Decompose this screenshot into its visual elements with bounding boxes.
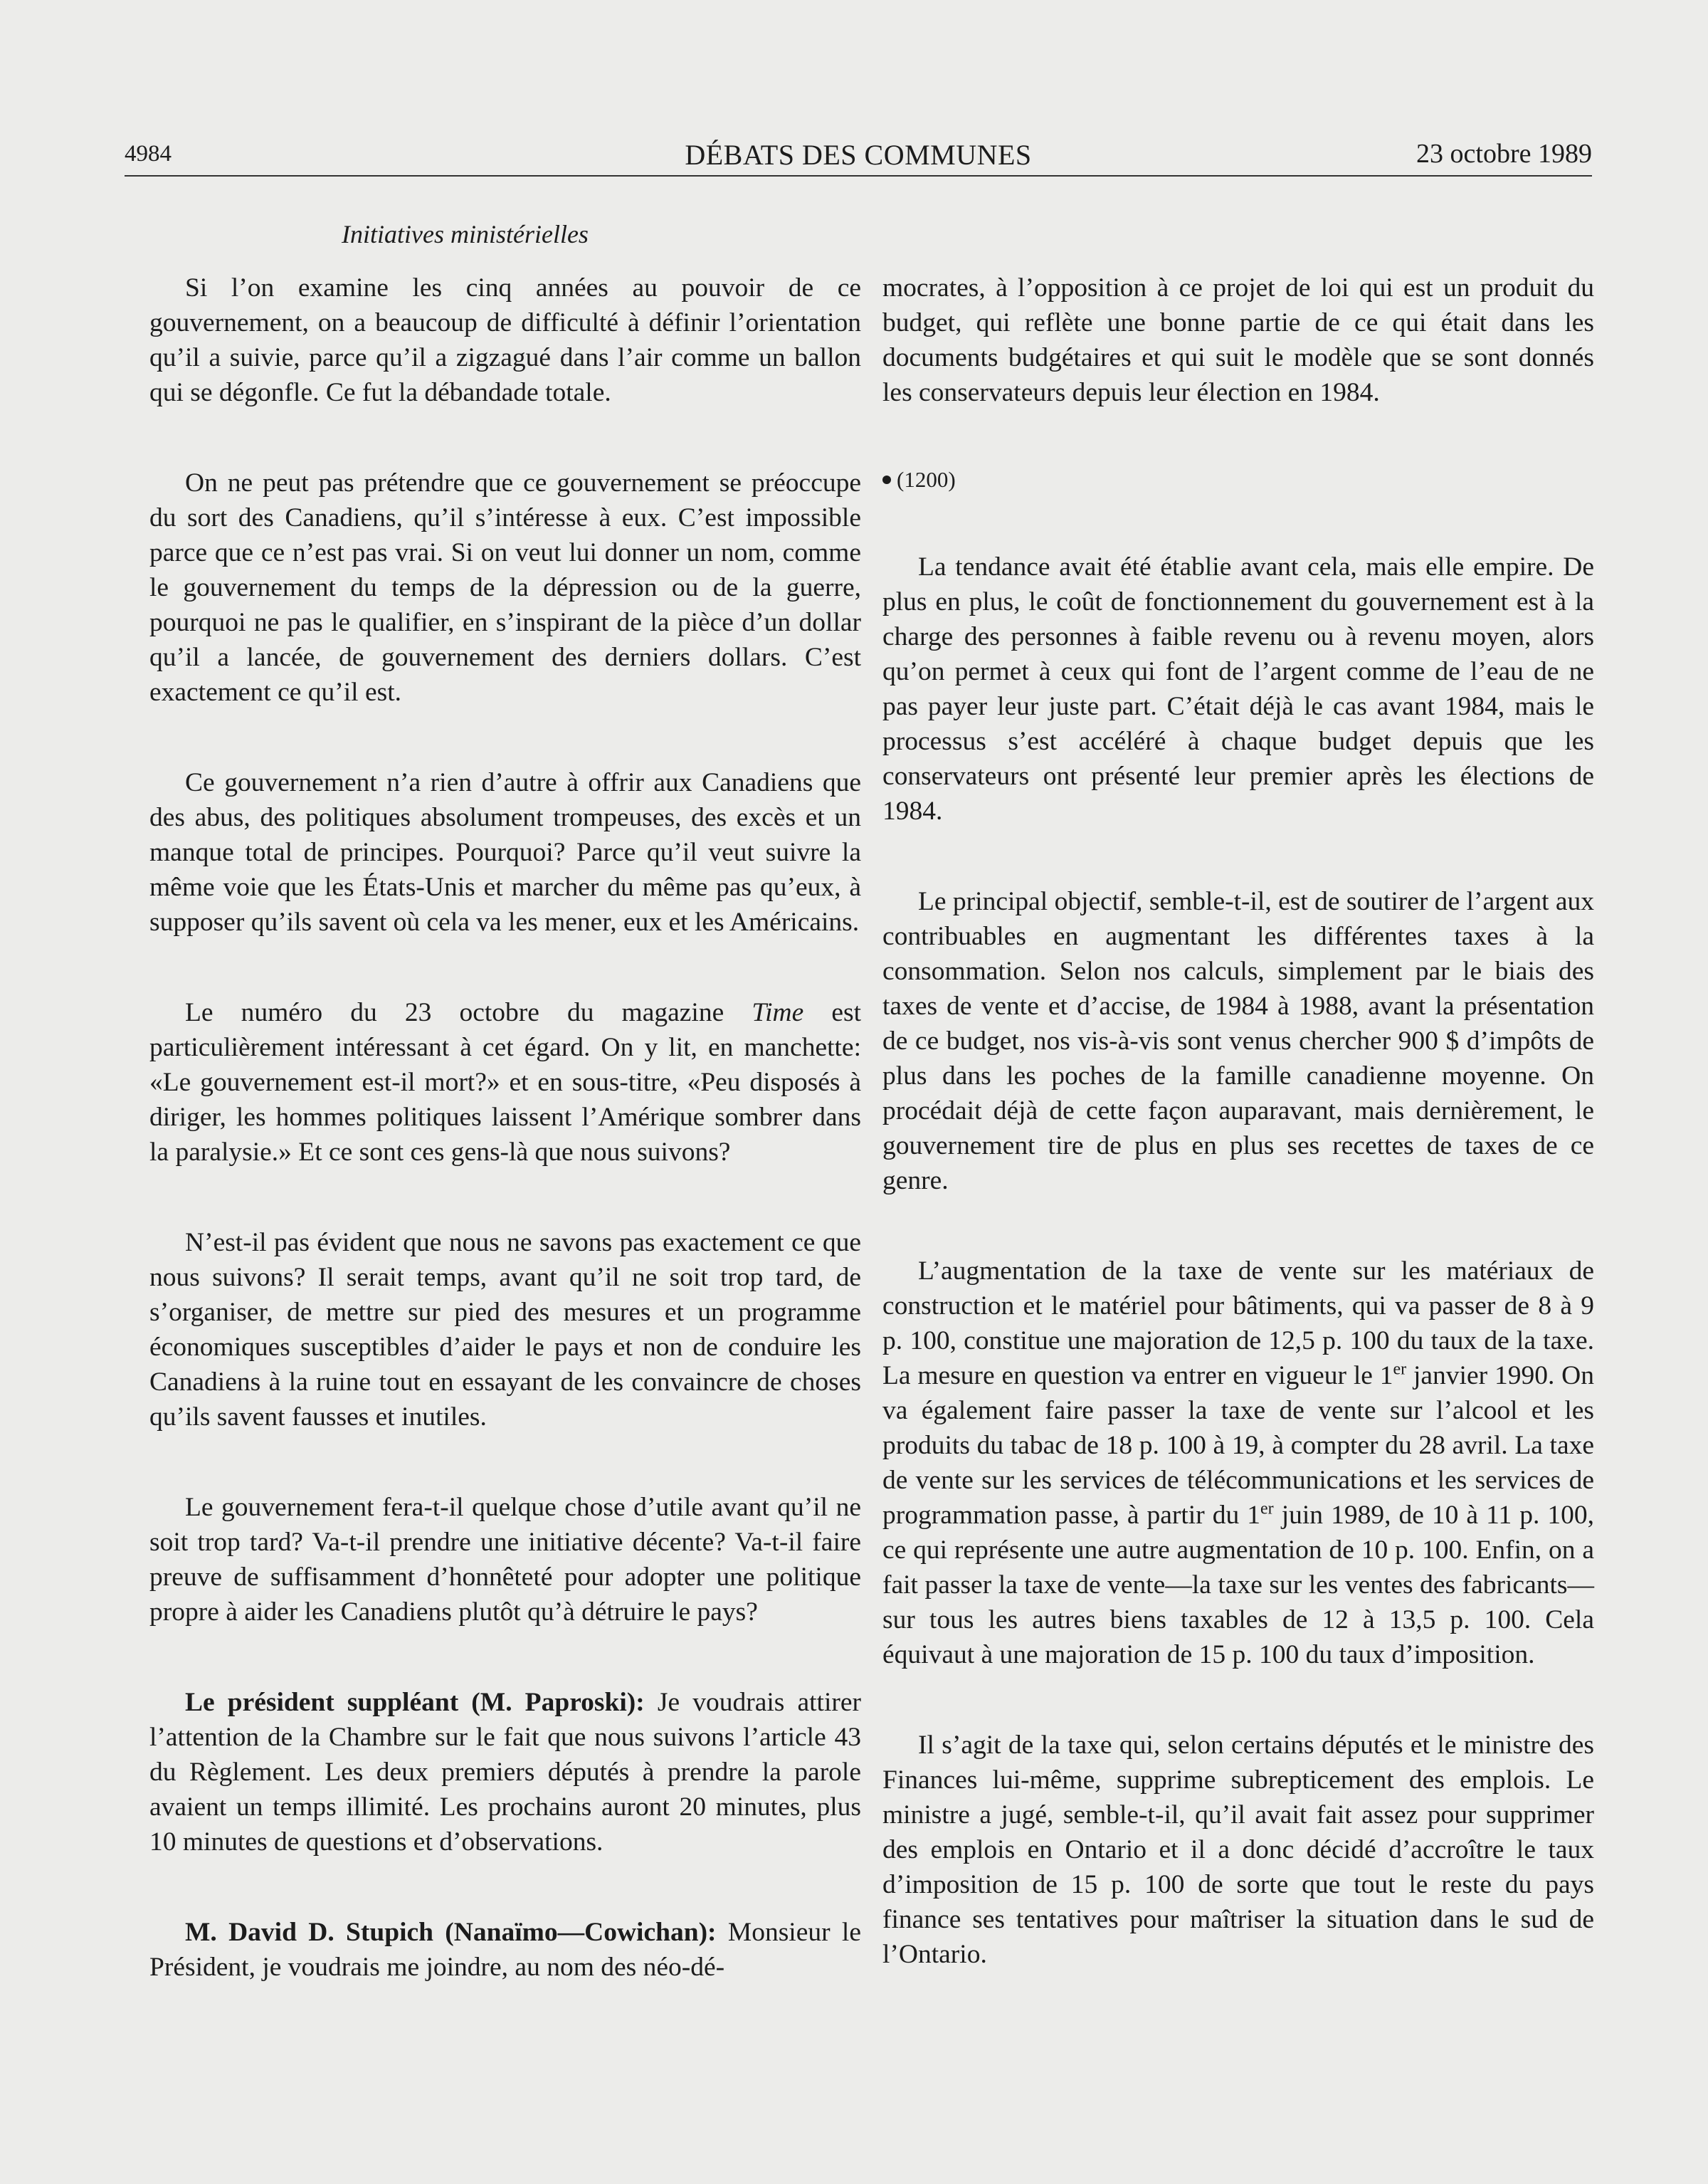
speaker-name: M. David D. Stupich (Nanaïmo—Cowichan):: [185, 1918, 717, 1947]
publication-date: 23 octobre 1989: [1416, 139, 1592, 169]
paragraph: N’est-il pas évident que nous ne savons pas exactement ce que nous suivons? Il serait temps, avant qu’il ne soit trop tard, de s’organiser, de mettre sur pied des mesures et un programme économiques susceptibles d’aider le pays et non de conduire les Canadiens à la ruine tout en essayant de les convaincre de choses qu’ils savent fausses et inutiles.: [149, 1228, 861, 1432]
paragraph: [149, 1685, 861, 1859]
paragraph: [149, 995, 861, 1170]
paragraph: Le principal objectif, semble-t-il, est de soutirer de l’argent aux contribuables en augmentant les différentes taxes à la consommation. Selon nos calculs, simplement par le biais des taxes de vente et d’accise, de 1984 à 1988, avant la présentation de ce budget, nos vis-à-vis sont venus chercher 900 $ d’impôts de plus dans les poches de la famille canadienne moyenne. On procédait déjà de cette façon auparavant, mais dernièrement, le gouvernement tire de plus en plus ses recettes de taxes de ce genre.: [882, 887, 1595, 1195]
superscript: er: [1393, 1360, 1407, 1379]
paragraph: Le gouvernement fera-t-il quelque chose d’utile avant qu’il ne soit trop tard? Va-t-il prendre une initiative décente? Va-t-il faire preuve de suffisamment d’honnêteté pour adopter une politique propre à aider les Canadiens plutôt qu’à détruire le pays?: [149, 1493, 861, 1627]
header-rule: [125, 175, 1592, 177]
paragraph: mocrates, à l’opposition à ce projet de loi qui est un produit du budget, qui reflète une bonne partie de ce qui était dans les documents budgétaires et qui suit le modèle que se sont donnés les conservateurs depuis leur élection en 1984.: [882, 273, 1594, 407]
paragraph-text: juin 1989, de 10 à 11 p. 100, ce qui représente une autre augmentation de 10 p. 100. Enfin, on a fait passer la taxe de vente—la taxe sur les ventes des fabricants—sur tous les autres biens taxables de 12 à 13,5 p. 100. Cela équivaut à une majoration de 15 p. 100 du taux d’imposition.: [882, 1501, 1594, 1669]
paragraph: Ce gouvernement n’a rien d’autre à offrir aux Canadiens que des abus, des politiques absolument trompeuses, des excès et un manque total de principes. Pourquoi? Parce qu’il veut suivre la même voie que les États-Unis et marcher du même pas qu’eux, à supposer qu’ils savent où cela va les mener, eux et les Américains.: [149, 768, 861, 937]
magazine-title: Time: [752, 998, 804, 1027]
paragraph: [149, 1915, 861, 1985]
page-header: [125, 135, 1592, 178]
paragraph-text: Monsieur le Président, je voudrais me joindre, au nom des néo-dé-: [149, 1918, 861, 1982]
paragraph: La tendance avait été établie avant cela, mais elle empire. De plus en plus, le coût de fonctionnement du gouvernement est à la charge des personnes à faible revenu ou à revenu moyen, alors qu’on permet à ceux qui font de l’argent comme de l’eau de ne pas payer leur juste part. C’était déjà le cas avant 1984, mais le processus s’est accéléré à chaque budget depuis que les conservateurs ont présenté leur premier après les élections de 1984.: [882, 552, 1594, 826]
publication-title: DÉBATS DES COMMUNES: [685, 139, 1032, 171]
left-column: [149, 271, 861, 1985]
paragraph-text: janvier 1990. On va également faire passer la taxe de vente sur l’alcool et les produits du tabac de 18 p. 100 à 19, à compter du 28 avril. La taxe de vente sur les services de télécommunications et les services de programmation passe, à partir du 1: [882, 1361, 1594, 1530]
paragraph: [882, 1254, 1594, 1672]
paragraph: Si l’on examine les cinq années au pouvoir de ce gouvernement, on a beaucoup de difficulté à définir l’orientation qu’il a suivie, parce qu’il a zigzagué dans l’air comme un ballon qui se dégonfle. Ce fut la débandade totale.: [149, 273, 861, 407]
superscript: er: [1260, 1499, 1274, 1518]
paragraph-text: est particulièrement intéressant à cet égard. On y lit, en manchette: «Le gouvernement est-il mort?» et en sous-titre, «Peu disposés à diriger, les hommes politiques laissent l’Amérique sombrer dans la paralysie.» Et ce sont ces gens-là que nous suivons?: [149, 998, 861, 1167]
page-number: 4984: [125, 141, 172, 167]
paragraph-text: L’augmentation de la taxe de vente sur les matériaux de construction et le matériel pour bâtiments, qui va passer de 8 à 9 p. 100, constitue une majoration de 12,5 p. 100 du taux de la taxe. La mesure en question va entrer en vigueur le 1: [882, 1256, 1594, 1390]
time-stamp-text: (1200): [897, 467, 956, 492]
bullet-icon: [882, 476, 891, 484]
speaker-name: Le président suppléant (M. Paproski):: [185, 1688, 645, 1717]
right-column: [882, 271, 1594, 1972]
paragraph-text: Je voudrais attirer l’attention de la Chambre sur le fait que nous suivons l’article 43 du Règlement. Les deux premiers députés à prendre la parole avaient un temps illimité. Les prochains auront 20 minutes, plus 10 minutes de questions et d’observations.: [149, 1688, 861, 1857]
paragraph: Il s’agit de la taxe qui, selon certains députés et le ministre des Finances lui-même, supprime subrepticement des emplois. Le ministre a jugé, semble-t-il, qu’il avait fait assez pour supprimer des emplois en Ontario et il a donc décidé d’accroître le taux d’imposition de 15 p. 100 de sorte que tout le reste du pays finance ses tentatives pour maîtriser la situation dans le sud de l’Ontario.: [882, 1731, 1594, 1969]
time-stamp: [882, 466, 1594, 494]
paragraph-text: Le numéro du 23 octobre du magazine: [185, 998, 752, 1027]
section-heading: Initiatives ministérielles: [342, 220, 589, 248]
paragraph: On ne peut pas prétendre que ce gouvernement se préoccupe du sort des Canadiens, qu’il s’intéresse à eux. C’est impossible parce que ce n’est pas vrai. Si on veut lui donner un nom, comme le gouvernement du temps de la dépression ou de la guerre, pourquoi ne pas le qualifier, en s’inspirant de la pièce d’un dollar qu’il a lancée, de gouvernement des derniers dollars. C’est exactement ce qu’il est.: [149, 468, 861, 707]
